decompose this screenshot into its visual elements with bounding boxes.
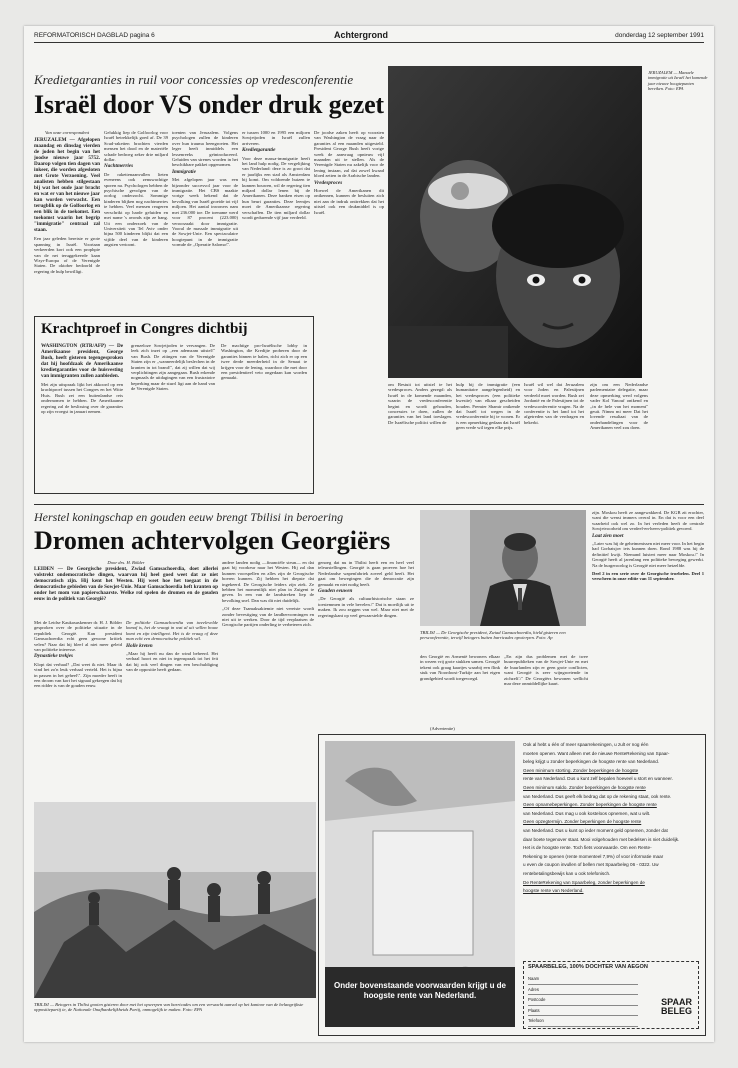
logo-line-2: BELEG (660, 1006, 692, 1016)
article1-kicker: Kredietgaranties in ruil voor concessies op vredesconferentie (34, 72, 354, 87)
box-dateline: WASHINGTON (RTR/AFP) — De Amerikaanse president, George Bush, heeft gisteren tegengesproken dat hij hoofdzaak de Amerikaanse kredietgaranties voor de huisvesting van immigranten zullen aanbieden. (41, 343, 123, 379)
article1-subhead-1: Nachtmerries (104, 163, 134, 170)
advert-line: daar boete tegenover staat. Mooi volgehouden met bedelsen is niet duidelijk. (523, 836, 680, 842)
article1-column-6: om Bestuit tot uitstel te het vredesproces. Anders gezegd: als Israël in de komende maanden, waarin de vredesconferentie begint en wordt gehouden, concessies te doen, zullen de garanties van het land toeslagen. De Israëlische politici willen de (388, 382, 452, 425)
coupon-form (528, 974, 638, 1027)
article1-column-4: er tussen 1000 en 1995 een miljoen Sowjetjoden in Israël zullen arriveren. Kredietgarantie Voor deze massa-immigratie heeft het land hulp nodig. De vergelijking van Nederland: deze is zo groot dat er jaarlijks een stad als Amsterdam bij komt. Om voldoende huizen te kunnen bouwen, wil de regering tien miljard dollar lenen bij de Amerikanen. Deze banken eisen op hun beurt garanties. Deze leentjes moet de Amerikaanse regering verschaffen. De tien miljard dollar wordt gedurende vijf jaar verdeeld. (242, 130, 310, 221)
article2-lead: LEIDEN — De Georgische president, Zwiad Gamsachoerdia, doet allerlei volstrekt ondemocratische dingen, waarvan hij heel goed weet dat ze niet democratisch zijn. Hij kent het Westen. Hij weet hoe het toegaat in de democratische gebieden van de Sowjet-Unie. Maar Gamsachoerdia heft kranten op onder het mom van papierschaarste. Welke rol spelen de dromen en de gouden eeuw in de politiek van Georgië? (34, 566, 218, 603)
advert-body (523, 741, 699, 896)
article2-column-5: den Georgië en Armenië bewoners elkaar in wezen vrij grote stukken samen. Georgië tekent ook graag kaartjes waarbij een flink stuk van Noordoost-Turkije aan het eigen grondgebied wordt toegevoegd. (420, 654, 500, 681)
advert-label: (Advertentie) (430, 726, 455, 731)
article2-column-2: De politieke Gamsachoerdia van tweelevelde komaf is, het de vraagt in wat al uit willen bouw komt en zijn intelligent. Het is de vraag of deze man echt een democratische politiek wil. Holle kreten ,,Maar hij heeft nu dan de wind beheerd. Het verhaal hoort en niet in tegenspraak tot het feit dat hij ook veel dingen van een beschuldiging van de oppositie heeft gedaan. (126, 620, 218, 673)
barricade-photo (34, 802, 316, 998)
box-headline: Krachtproef in Congres dichtbij (41, 321, 248, 337)
advert-line: Geen opnamebeperkingen. Zonder beperkingen de hoogste rente (523, 802, 657, 808)
coupon-field-address[interactable] (528, 985, 638, 996)
section-divider (34, 504, 704, 505)
article1-photo-caption: JERUZALEM — Manuele immigratie uit Israël het komende jaar nieuwe hoogtepunten bereiken. Foto: EPA (648, 70, 708, 92)
article1-lead: JERUZALEM — Afgelopen maandag en dinsdag vierden de joden het begin van het joodse nieuwe jaar 5752. Daarop volgen tien dagen van inkeer, die worden afgesloten met Grote Verzoening. Veel analisten hebben stilgestaan bij wat het oude jaar bracht en wat er van het nieuwe jaar kan worden verwacht. Een terugblik op de Golfoorlog en een blik in de toekomst. Een toekomst waarin het begrip "immigratie" centraal zal staan. (34, 137, 100, 234)
coupon-field-name[interactable] (528, 974, 638, 985)
article2-side-heading: Laat zien moet (592, 532, 624, 539)
article1-column-2: Gelukkig liep de Golfoorlog voor Israël betrekkelijk goed af. De 39 Scud-raketten brachten vierden mensen het dood en de materiële schade bedroeg zeker drie miljard dollar. Nachtmerries De rakettenaanvallen lieten eveneens ook zenuwachtige sporen na. Psychologen hebben de psychische gevolgen van de oorlog onderzocht. Sommige kinderen blijken nog nachtmerries te hebben. Veel mensen reageren verschrikt op harde geluiden en met name 's avonds zijn ze bang. Uit een onderzoek van de Universiteit van Tel Aviv onder bijna 500 kinderen blijkt dat een vijfde deel van de kinderen angsten vertoont. (104, 130, 168, 248)
article2-subhead-3: Gouden eeuwen (318, 588, 353, 595)
advert-line: Rekening te openen (rente momenteel 7,9%) of voor informatie maar (523, 853, 664, 859)
portrait-photo (420, 510, 586, 626)
article1-column-5: De joodse zaken heeft op voorzien van Washington de vraag naar de garanties al een maanden uitgesteld. President George Bush heeft vorige week de aanvraag opnieuw vijf maanden uit te stellen. Als de Verenigde Staten nu zakelijk voor de lening instaan, zal dat zowel kwaad bloed zetten in de Arabische landen. Vredesproces Hoewel de Amerikanen dit ontkennen, kunnen de besluiten zich niet aan de indruk onttrekken dat het uitstel ook een drukmiddel is op Israël. (314, 130, 384, 215)
box-column-1 (41, 343, 123, 489)
article1-photo (388, 66, 642, 378)
coupon-field-city[interactable] (528, 1006, 638, 1017)
article1-column-7: hulp bij de immigratie (een humanitaire aangelegenheid) en het vredesproces (een politieke kwestie) van elkaar gescheiden houden. Premier Shamir ontkende dat Israël tot wegen in de vredesconferentie bij te wonen. Er is een opmerking gedaan dat Israël geen vrede wil tegen elke prijs. (456, 382, 520, 431)
box-column-2: grenzeloze Sowjetjoden te vervangen. De leek zich inzet op ,,een ademzam uitstel\" van Bush. De zitingen van de Verenigde Staten zijn er ,,wanneerdelijk beslechen in de kranten in tot brand\", dat zij willen dat wij verplichtingen zijn aangegaan. Bush erkende nogmaals de uitdagingen van een frustratoire beperking maar de sturrl ligt aan de hand van de Verenigde Staten. (131, 343, 215, 392)
advert-slogan: Onder bovenstaande voorwaarden krijgt u de hoogste rente van Nederland. (333, 981, 507, 1000)
article2-riot-photo (34, 802, 316, 998)
newspaper-page (24, 26, 714, 1042)
advert-line: hoogste rente van Nederland. (523, 888, 584, 894)
article2-side-footer: Deel 2 in een serie over de Georgische troebelen. Deel 1 verscheen in onze editie van 11 september. (592, 571, 704, 582)
spaarbeleg-logo (661, 998, 692, 1016)
article2-column-3: andere landen nodig —financiële steun— en dat gaat bij voorkeur naar het Westen. Hij zal dan kunnen voorspellen en alles zijn de Georgische boeren kunnen. Zij hebben het diepste dat ingekeerd. De Georgische leiders zijn ziek. Ze hebben het momentlijk niet plan in Zuigeni te geven. In een van de landstreken liep de bevolking snel. Dan was dit niet duidelijk. ,,Of deze Tsamaksakiemie niet vereiste wordt zonder bevestiging van de landhervormingen en niet uit te werken. Door de tijd verplaatsen de Georgische partijen onderling te verbeteren zich. (222, 560, 314, 628)
article1-column-3: toenten van Jeruzalem. Volgens psychologen zullen de kinderen over hun trauma heengroeien. Het leger heeft inmiddels een lessenreeks geïntroduceerd. Geluiden van sirenes worden in het beschikbare pakket opgenomen. Immigratie Met afgelopen jaar was een bijzonder succesvol jaar voor de immigratie. Het CBS maakte vorige week bekend dat de bevolking van Israël groeide tot vijf miljoen. Het aantal inwoners nam met 236.000 toe. De toename werd voor 87 procent (223.000) veroorzaakt door immigratie. Vooral de massale immigratie uit de Sowjet-Unie. Een spectaculaire hoogtepunt in de immigratie vormde de ,,Operatie Salomo\". (172, 130, 238, 248)
article2-subhead-1: Dynastieke trekjes (34, 653, 74, 660)
advert-line: Geen minimum storting. Zonder beperkingen de hoogste (523, 767, 639, 773)
advert-line: Ook al hebt u één of meer spaarrekeningen, u zult er nog één (523, 742, 649, 747)
article1-column-1: Van onze correspondent JERUZALEM — Afgelopen maandag en dinsdag vierden de joden het begin van het joodse nieuwe jaar 5752. Daarop volgen tien dagen van inkeer, die worden afgesloten met Grote Verzoening. Veel analisten hebben stilgestaan bij wat het oude jaar bracht en wat er van het nieuwe jaar kan worden verwacht. Een terugblik op de Golfoorlog en een blik in de toekomst. Een toekomst waarin het begrip "immigratie" centraal zal staan. Een jaar geleden bereiste er grote spanning in Israël. Voortaan verkeerden kort ook een prophpie van de net teruggekeerde kaan Wzyr-Europa of de Verenigde Staten. De oktober bedoorld de regering de hulp bewilligt. (34, 130, 100, 274)
coupon-title: SPAARBELEG, 100% DOCHTER VAN AEGON (528, 964, 648, 970)
section-title: Achtergrond (334, 30, 388, 40)
box-body: Met zijn uitspraak lijkt het akkoord op een krachtproef tussen het Congres en het Witte Huis. Bush zei een buitenlandse reis ondernomen te hebben. De Amerikaanse regering zal de beslissing over de garanties op zijn vroegst in januari nemen. (41, 382, 123, 415)
article1-headline: Israël door VS onder druk gezet (34, 90, 384, 119)
advert-line: van Nederland. Dus u kunt op ieder moment geld opnemen, zonder dat (523, 827, 668, 833)
advert-line: moeten openen. Want alleen met de nieuwe RenteRekening van Spaar- (523, 750, 670, 756)
coupon-field-label: Plaats (528, 1007, 540, 1013)
article1-subhead-3: Kredietgarantie (242, 147, 276, 154)
article1-byline: Van onze correspondent (45, 130, 89, 135)
article2-subhead-2: Holle kreten (126, 642, 153, 649)
coupon-field-label: Telefoon (528, 1018, 544, 1023)
article2-column-4: genoeg dat nu in Tbilisi heeft een en heel veel teleurstellingen. Georgië is gaan proeven hoe het Nederlandse wapenfabriek zoveel geld heeft. Het gaat om bewegingen die de democratie zijn gemaakt en niet nodig heeft. Gouden eeuwen ,,De Georgië als cultuurhistorische staan ze toestemmen in vele bevelen.\" Dat is moeilijk uit te maken. Ik zou zeggen van wel. Maar niet met de regeringskant op veel gewaarstelde dingen. (318, 560, 414, 618)
advert-line: rentebetalingsbewijs kan u ook telefonisch. (523, 870, 611, 876)
portrait-caption: TBILISI — De Georgische president, Zwiad Gamsachoerdia, hield gisteren een persconferentie, terwijl betogers buiten barricades opwierpen. Foto: Ap (420, 630, 566, 641)
child-portrait-photo (388, 66, 642, 378)
advert-line: u even de coupon invullen of bellen met Spaarbeleg 06 - 0322. Uw (523, 862, 659, 868)
article2-headline: Dromen achtervolgen Georgiërs (34, 526, 391, 555)
box-column-3: De machtige pro-Israëlische lobby in Washington, die Kredijte proberen door de garanties binnen te halen, richt zich er op een twee derde meerderheid in de Senaat te krijgen voor de lening, waardoor die met door een presidentieel veto ongedaan kan worden gemaakt. (221, 343, 307, 381)
coupon-field-label: Postcode (528, 997, 546, 1002)
article2-column-1: Met de Leidse Kaukasuskenner dr. H. J. Bölder gesproken over de politieke situatie in de republiek Georgië. Kan president Gamsachoerdia echt geen gewone kritiek velen? Naar dat hij bleef al niet meer geleid van politieke interesse. Dynastieke trekjes Klopt dat verhaal? ,,Dat weet ik niet. Maar ik vind het zo'n leuk verhaal verteld. Het is bijna in passen in het geheel\". Zijn moeder heeft in een droom van kort het signaal gekregen dat hij een ridder is van de gouden eeuw. (34, 620, 122, 689)
article2-riot-caption: TBILISI — Betogers in Tbilisi gooien gisteren door met het opwerpen van barricades om een verwacht aanval op het kantoor van de belangrijkste oppositiepartij te, de Nationale Onafhankelijkheids Partij, onmogelijk te maken. Foto: EPA (34, 1002, 304, 1013)
advert-line: beleg krijgt u zonder beperkingen de hoogste rente van Nederland. (523, 759, 660, 765)
article1-subhead-4: Vredesproces (314, 179, 343, 186)
advert-photo (325, 741, 515, 1027)
sidebar-box (34, 316, 314, 494)
article2-lead-block (34, 560, 218, 616)
article1-column-8: Israël wil wel dat Jeruzalem voor Joden en Palestijnen verdeeld moet worden. Bush zei Jordanië en de Palestijnen tot de vredesconferentie vragen. Na de conferentie is het land tot het afgetreden van de verdragen en bekerkt. (524, 382, 584, 425)
issue-date: donderdag 12 september 1991 (615, 32, 704, 39)
page-header (34, 30, 704, 43)
advert-line: van Nederland. Dus mag u ook kosteloos opnemen, wat u wilt. (523, 810, 651, 816)
article2-byline: Door drs. H. Bölder (107, 560, 145, 565)
advert-line: Geen opzegtermijn. Zonder beperkingen de hoogste rente (523, 819, 642, 825)
president-portrait (420, 510, 586, 626)
article1-subhead-2: Immigratie (172, 168, 196, 175)
article2-column-6: ,,En zijn dus problemen met de twee buurrepublieken van de Sowjet-Unie en met de buurlanden zijn er geen grote conflicten, want Georgië is zeer wijngroeiende in zichzelf.\" De Georgiërs bewonen wellicht mar deze onmiddellijke kaart. (504, 654, 588, 687)
advert-line: De RenteRekening van Spaarbeleg, zonder beperkingen de (523, 879, 645, 885)
advertisement (318, 734, 706, 1036)
coupon-field-postcode[interactable] (528, 995, 638, 1006)
paper-name: REFORMATORISCH DAGBLAD pagina 6 (34, 32, 155, 39)
advert-coupon (523, 961, 699, 1029)
logo-line-1: SPAAR (661, 997, 692, 1007)
advert-line: van Nederland. Dus geeft elk bedrag dat op de rekening staat, ook rente. (523, 793, 672, 799)
coupon-field-label: Naam (528, 976, 540, 981)
article2-kicker: Herstel koningschap en gouden eeuw brengt Tbilisi in beroering (34, 510, 344, 524)
advert-line: Het is de hoogste rente. Toch fiets voorwaarde. Om een Rente- (523, 845, 652, 851)
advert-line: Geen minimum saldo. Zonder beperkingen de hoogste rente (523, 784, 646, 790)
article2-side-column: zijn. Moskou heeft ze aangewakkerd. De KGB zit erachter, want die wenst immers overal in. En dat is voor een deel waarheid ook wel zo. In het verleden heeft de centrale Sowjetvoorheid om verdeel-en-heers-politiek gevoerd. Laat zien moet ,,Later was hij de geheimenissen niet meer voor. In het begin had Gorbatsjov iets kunnen doen. Rond 1988 was hij de definitief kwijt. Niemand luistert meer naar Moskou.\" In Georgië heeft al jarenlang een politieke beweging gewerkt. Na de burgeroorlog is Georgië niet meer hetzelfde. Deel 2 in een serie over de Georgische troebelen. Deel 1 verscheen in onze editie van 11 september. (592, 510, 704, 582)
advert-line: rente van Nederland. Dus u kunt zelf bepalen hoeveel u stort en wanneer. (523, 776, 673, 782)
coupon-field-phone[interactable] (528, 1016, 638, 1027)
article1-side-column: zijn om een Nederlandse parlementaire delegatie, maar deze opmerking werd volgens vader Kol Vanouf ontkend en ,,in de hele van het moment" geuit. Nimm mi meer Dat het lovende resultaat van de onderhandelingen voor de Amerikanen veel zou doen. (590, 382, 648, 431)
coupon-field-label: Adres (528, 986, 539, 992)
